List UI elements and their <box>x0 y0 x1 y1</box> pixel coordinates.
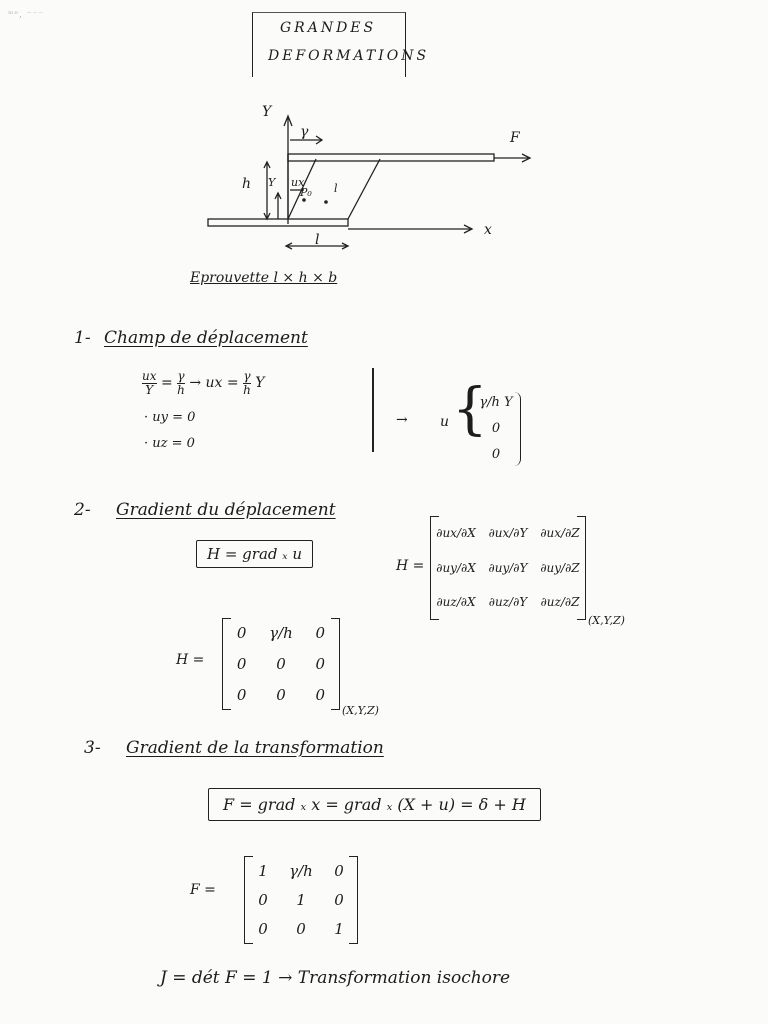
matrix-cell: γ/h <box>269 624 293 643</box>
matrix-cell: ∂ux/∂Y <box>488 526 528 541</box>
eq1-mid-num: γ <box>177 369 185 383</box>
section2-number: 2- <box>74 500 91 520</box>
matrix-cell: ∂uz/∂Y <box>488 595 528 610</box>
base-plate <box>208 219 348 226</box>
figure-l-inner: l <box>334 182 338 195</box>
title-line-1: GRANDES <box>280 20 377 36</box>
result-gradient-matrix <box>222 618 340 710</box>
vector-left-brace: { <box>452 377 488 442</box>
matrix-cell: 0 <box>236 654 247 673</box>
eq1-arrow: → ux = <box>189 375 239 392</box>
matrix-cell: 0 <box>334 890 344 909</box>
matrix-cell: 1 <box>258 861 268 880</box>
figure-caption: Eprouvette l × h × b <box>190 270 338 286</box>
matrix-cell: 0 <box>315 685 326 704</box>
section1-eq1: $\frac{ux}{Y}$ = $\frac{\gamma}{h}$ → ux = $\frac{\gamma}{h}$ Y <box>142 369 265 397</box>
specimen-right-edge <box>348 159 380 219</box>
eq1-lhs-num: ux <box>142 369 157 383</box>
matrix-cell: 0 <box>315 654 326 673</box>
transformation-gradient-matrix <box>244 856 358 944</box>
figure-gamma: γ <box>300 124 309 140</box>
matrix-cell: 0 <box>236 685 247 704</box>
section1-number: 1- <box>74 328 91 348</box>
matrix-cell: 0 <box>236 624 247 643</box>
matrix-cell: ∂uy/∂X <box>436 560 476 575</box>
section1-divider <box>372 368 374 452</box>
vector-entry: 0 <box>491 421 501 436</box>
vector-right-brace <box>514 392 521 466</box>
section3-number: 3- <box>84 738 101 758</box>
vector-entry: γ/h Y <box>479 395 513 410</box>
eq1-rhs-var: Y <box>255 375 265 392</box>
matrix-cell: ∂uz/∂Z <box>540 595 580 610</box>
section1-vector <box>476 390 516 468</box>
vector-entry: 0 <box>491 447 501 462</box>
matrix-cell: 0 <box>258 920 268 939</box>
corner-note: ᵐᵉ, ⁻⁻⁻ <box>8 10 44 20</box>
figure-axis-x: x <box>484 222 492 238</box>
matrix-cell: ∂uy/∂Z <box>540 560 580 575</box>
result-basis-label: (X,Y,Z) <box>342 704 379 717</box>
section2-result-name: H = <box>176 652 205 668</box>
eq1-rhs-num: γ <box>243 369 251 383</box>
section3-result-name: F = <box>190 882 216 898</box>
title-line-2: DEFORMATIONS <box>268 48 430 64</box>
general-gradient-matrix <box>430 516 586 620</box>
matrix-cell: ∂ux/∂X <box>436 526 476 541</box>
section2-heading: Gradient du déplacement <box>116 500 336 520</box>
figure-height: h <box>242 176 252 192</box>
section1-heading: Champ de déplacement <box>104 328 308 348</box>
eq1-lhs-den: Y <box>142 383 157 397</box>
general-basis-label: (X,Y,Z) <box>588 614 625 627</box>
matrix-cell: ∂uy/∂Y <box>488 560 528 575</box>
figure-force: F <box>510 130 520 146</box>
matrix-cell: ∂ux/∂Z <box>540 526 580 541</box>
section2-general-name: H = <box>396 558 425 574</box>
figure-p0: P₀ <box>300 186 312 199</box>
figure-l-bottom: l <box>315 232 320 248</box>
matrix-cell: 0 <box>315 624 326 643</box>
figure-axis-y: Y <box>262 104 272 120</box>
section1-eq3: · uz = 0 <box>144 436 195 451</box>
point-p <box>324 200 328 204</box>
matrix-cell: γ/h <box>289 861 313 880</box>
section1-implies: → <box>396 412 408 428</box>
matrix-cell: 1 <box>334 920 344 939</box>
section1-vector-name: u <box>440 414 450 430</box>
eq1-mid-den: h <box>177 382 185 397</box>
matrix-cell: 0 <box>334 861 344 880</box>
matrix-cell: ∂uz/∂X <box>436 595 476 610</box>
matrix-cell: 1 <box>296 890 306 909</box>
section3-jacobian: J = dét F = 1 → Transformation isochore <box>160 968 511 988</box>
matrix-cell: 0 <box>276 685 286 704</box>
matrix-cell: 0 <box>296 920 306 939</box>
section3-boxed-eq: F = grad ₓ x = grad ₓ (X + u) = δ + H <box>208 788 541 821</box>
matrix-cell: 0 <box>276 654 286 673</box>
section1-eq2: · uy = 0 <box>144 410 196 425</box>
figure-y: Y <box>268 176 276 189</box>
section2-boxed-eq: H = grad ₓ u <box>196 540 313 568</box>
section3-heading: Gradient de la transformation <box>126 738 384 758</box>
top-plate <box>288 154 494 161</box>
figure-ux: ux <box>291 176 305 189</box>
matrix-cell: 0 <box>258 890 268 909</box>
eq1-rhs-den: h <box>243 382 251 397</box>
